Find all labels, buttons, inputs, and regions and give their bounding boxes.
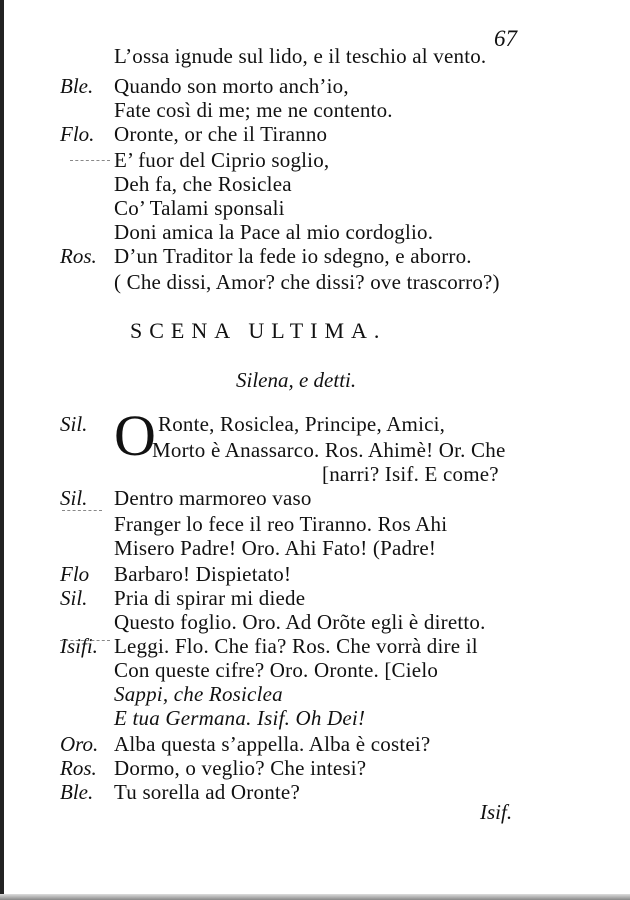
verse-line: Dormo, o veglio? Che intesi? xyxy=(114,756,367,780)
verse-line: Leggi. Flo. Che fia? Ros. Che vorrà dire il xyxy=(114,634,478,658)
verse-line: Franger lo fece il reo Tiranno. Ros Ahi xyxy=(114,512,448,536)
verse-line: Dentro marmoreo vaso xyxy=(114,486,312,510)
page-bottom-edge xyxy=(0,894,630,900)
verse-line: Deh fa, che Rosiclea xyxy=(114,172,292,196)
margin-mark xyxy=(60,640,110,641)
page-binding-edge xyxy=(0,0,4,900)
speaker-label: Oro. xyxy=(60,732,99,756)
scene-heading: SCENA ULTIMA. xyxy=(130,318,387,343)
scene-persons: Silena, e detti. xyxy=(236,368,357,392)
verse-line: E’ fuor del Ciprio soglio, xyxy=(114,148,330,172)
verse-line: ( Che dissi, Amor? che dissi? ove trascorro?) xyxy=(114,270,500,294)
speaker-label: Isifi. xyxy=(60,634,98,658)
verse-line: Oronte, or che il Tiranno xyxy=(114,122,328,146)
verse-line: Misero Padre! Oro. Ahi Fato! (Padre! xyxy=(114,536,437,560)
verse-line: Fate così di me; me ne contento. xyxy=(114,98,393,122)
verse-line: Morto è Anassarco. Ros. Ahimè! Or. Che xyxy=(152,438,506,462)
verse-line: Alba questa s’appella. Alba è costei? xyxy=(114,732,431,756)
speaker-label: Sil. xyxy=(60,412,88,436)
margin-mark xyxy=(62,510,102,511)
speaker-label: Ros. xyxy=(60,244,97,268)
verse-line: Pria di spirar mi diede xyxy=(114,586,306,610)
verse-line: E tua Germana. Isif. Oh Dei! xyxy=(114,706,366,730)
verse-line: [narri? Isif. E come? xyxy=(322,462,499,486)
speaker-label: Sil. xyxy=(60,486,88,510)
verse-line: Questo foglio. Oro. Ad Orõte egli è diretto. xyxy=(114,610,486,634)
speaker-label: Flo. xyxy=(60,122,95,146)
catchword: Isif. xyxy=(480,800,513,824)
page-number: 67 xyxy=(494,26,517,51)
speaker-label: Sil. xyxy=(60,586,88,610)
drop-cap: O xyxy=(114,403,156,468)
speaker-label: Ble. xyxy=(60,74,94,98)
verse-line: L’ossa ignude sul lido, e il teschio al vento. xyxy=(114,44,487,68)
verse-line: Quando son morto anch’io, xyxy=(114,74,349,98)
verse-line: Ronte, Rosiclea, Principe, Amici, xyxy=(158,412,446,436)
speaker-label: Ros. xyxy=(60,756,97,780)
verse-line: Co’ Talami sponsali xyxy=(114,196,285,220)
speaker-label: Ble. xyxy=(60,780,94,804)
verse-line: Con queste cifre? Oro. Oronte. [Cielo xyxy=(114,658,439,682)
margin-mark xyxy=(70,160,110,161)
verse-line: Doni amica la Pace al mio cordoglio. xyxy=(114,220,434,244)
speaker-label: Flo xyxy=(60,562,90,586)
verse-line: D’un Traditor la fede io sdegno, e aborro. xyxy=(114,244,472,268)
verse-line: Sappi, che Rosiclea xyxy=(114,682,283,706)
verse-line: Tu sorella ad Oronte? xyxy=(114,780,300,804)
verse-line: Barbaro! Dispietato! xyxy=(114,562,292,586)
